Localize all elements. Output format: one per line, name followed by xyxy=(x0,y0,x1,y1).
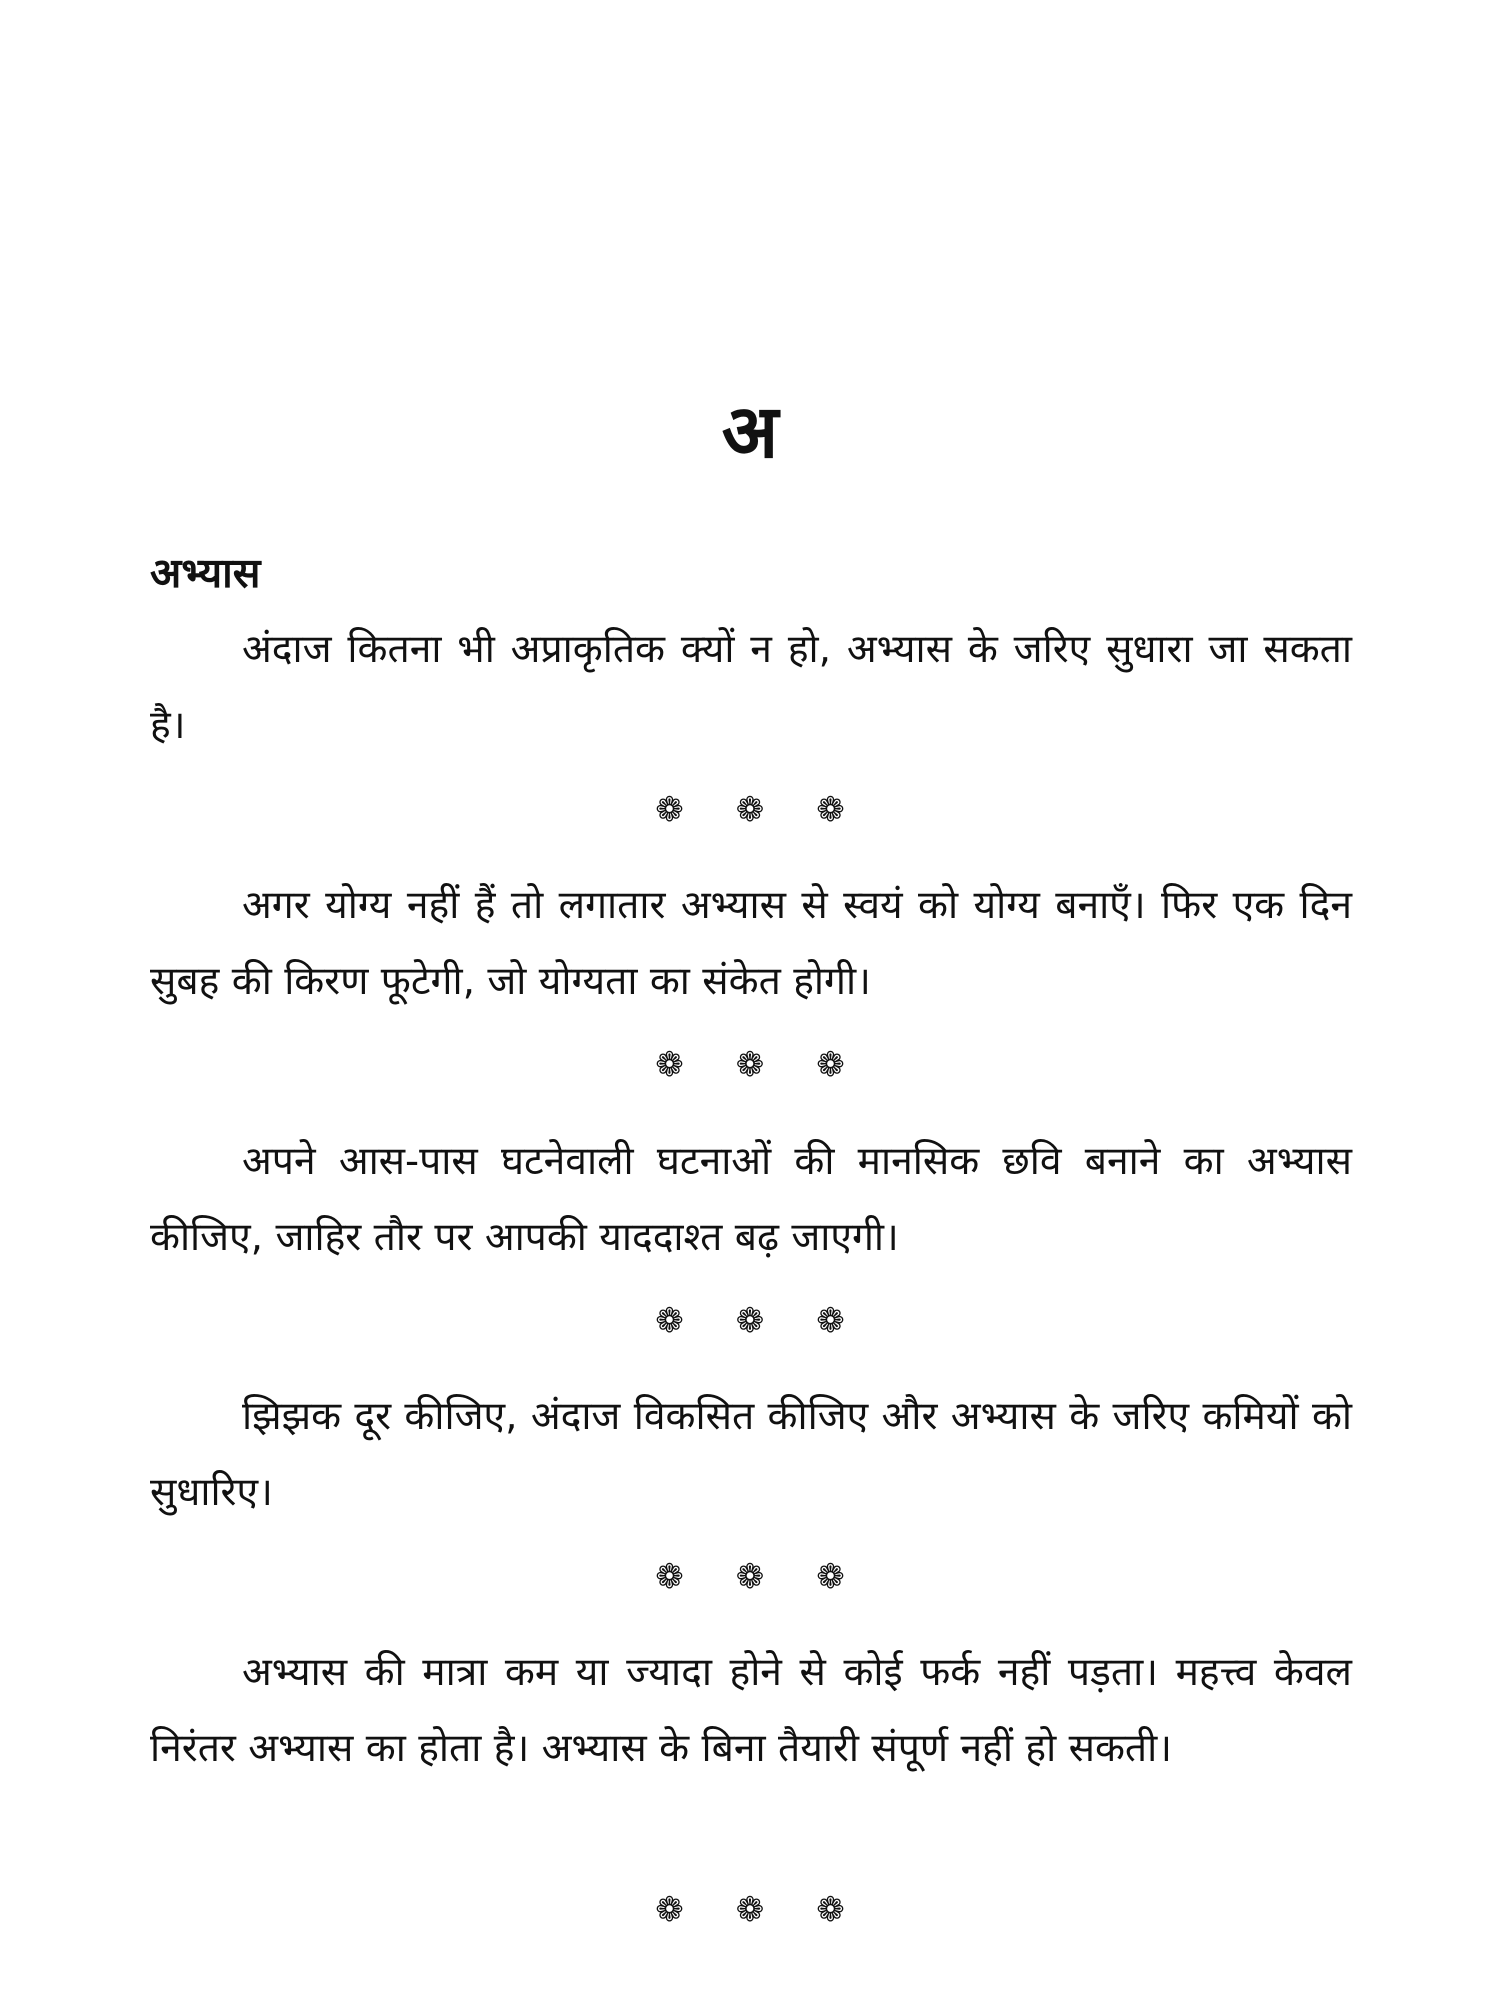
ornament-icon: ❁ xyxy=(816,1301,845,1341)
ornament-icon: ❁ xyxy=(655,1301,684,1341)
ornament-icon: ❁ xyxy=(735,1045,765,1085)
ornament-icon: ❁ xyxy=(816,1890,845,1930)
ornament-icon: ❁ xyxy=(816,790,845,830)
ornament-divider-4 xyxy=(0,1557,1500,1597)
ornament-icon: ❁ xyxy=(655,1045,684,1085)
paragraph-3: अपने आस-पास घटनेवाली घटनाओं की मानसिक छवि बनाने का अभ्यास कीजिए, जाहिर तौर पर आपकी याददाश्त बढ़ जाएगी। xyxy=(150,1139,1352,1260)
ornament-divider-3 xyxy=(0,1301,1500,1341)
ornament-icon: ❁ xyxy=(655,790,684,830)
ornament-icon: ❁ xyxy=(655,1890,684,1930)
chapter-letter: अ xyxy=(721,389,779,475)
section-heading: अभ्यास xyxy=(150,549,261,597)
paragraph-4: झिझक दूर कीजिए, अंदाज विकसित कीजिए और अभ्यास के जरिए कमियों को सुधारिए। xyxy=(150,1394,1352,1515)
paragraph-5: अभ्यास की मात्रा कम या ज्यादा होने से कोई फर्क नहीं पड़ता। महत्त्व केवल निरंतर अभ्यास का होता है। अभ्यास के बिना तैयारी संपूर्ण नहीं हो सकती। xyxy=(150,1650,1352,1771)
ornament-icon: ❁ xyxy=(655,1557,684,1597)
paragraph-1: अंदाज कितना भी अप्राकृतिक क्यों न हो, अभ्यास के जरिए सुधारा जा सकता है। xyxy=(150,627,1352,748)
ornament-icon: ❁ xyxy=(735,790,765,830)
ornament-divider-1 xyxy=(0,790,1500,830)
ornament-icon: ❁ xyxy=(816,1045,845,1085)
ornament-divider-2 xyxy=(0,1045,1500,1085)
ornament-icon: ❁ xyxy=(735,1301,765,1341)
ornament-icon: ❁ xyxy=(816,1557,845,1597)
ornament-icon: ❁ xyxy=(735,1890,765,1930)
ornament-icon: ❁ xyxy=(735,1557,765,1597)
ornament-divider-5 xyxy=(0,1890,1500,1930)
paragraph-2: अगर योग्य नहीं हैं तो लगातार अभ्यास से स्वयं को योग्य बनाएँ। फिर एक दिन सुबह की किरण फूटेगी, जो योग्यता का संकेत होगी। xyxy=(150,883,1352,1004)
